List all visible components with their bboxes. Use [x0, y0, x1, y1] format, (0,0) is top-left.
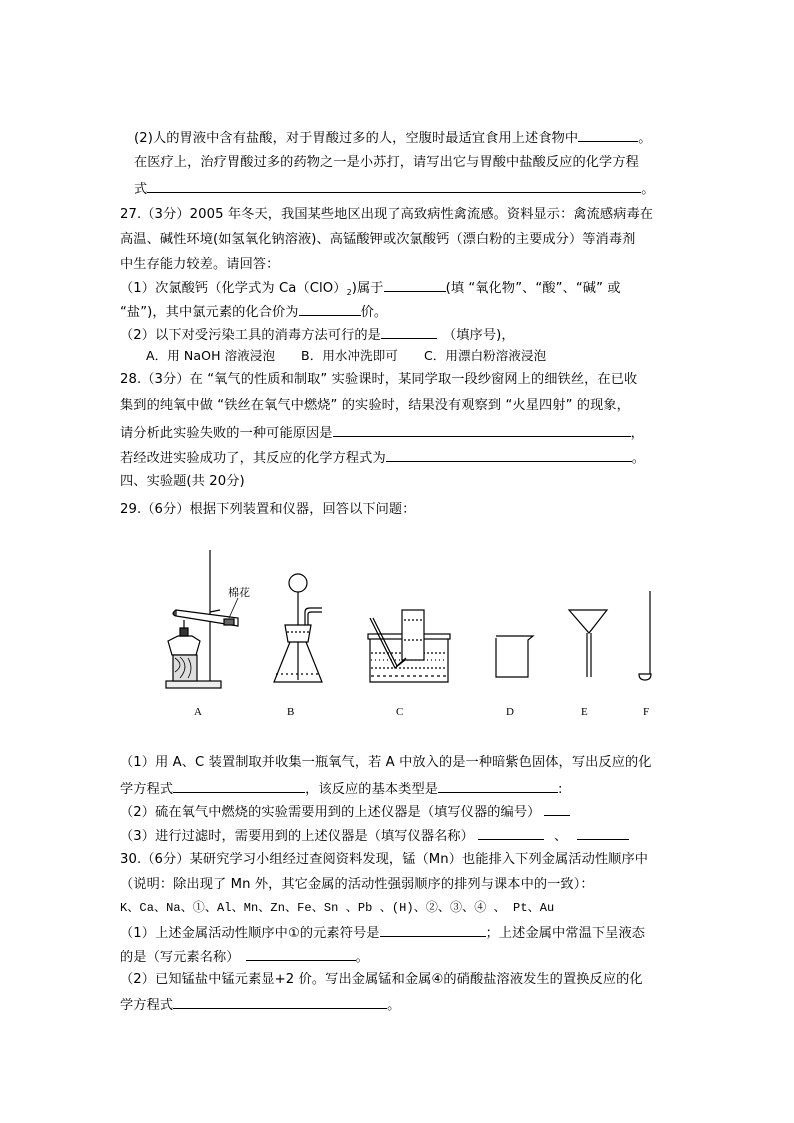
q27-part1-line2 [120, 303, 387, 321]
q29-text: ，该反应的基本类型是 [305, 782, 439, 797]
q29-text: （2）硫在氧气中燃烧的实验需要用到的上述仪器是（填写仪器的编号） [120, 805, 541, 820]
q28-line3 [120, 424, 644, 442]
subscript: 2 [346, 288, 352, 297]
answer-blank-equation[interactable] [147, 180, 641, 193]
q30-text: 的是（写元素名称） [120, 950, 240, 965]
q26-part2-line1 [134, 129, 651, 147]
q27-text: )属于 [351, 281, 384, 296]
option-c: C．用漂白粉溶液浸泡 [423, 348, 547, 363]
q28-text: 请分析此实验失败的一种可能原因是 [120, 426, 333, 441]
q28-line4 [120, 449, 645, 467]
q27-text: （2）以下对受污染工具的消毒方法可行的是 [120, 328, 381, 343]
q27-text: 价。 [360, 305, 388, 320]
label-d: D [506, 706, 514, 718]
punct: 。 [387, 998, 401, 1013]
q27-text: “盐”)，其中氯元素的化合价为 [120, 305, 299, 320]
answer-blank-class[interactable] [384, 279, 446, 292]
answer-blank-symbol[interactable] [380, 924, 486, 937]
q29-text: 学方程式 [120, 782, 174, 797]
apparatus-figure [150, 540, 700, 730]
q29-part3 [120, 827, 629, 845]
q29-part2 [120, 803, 570, 821]
q30-line1: 30.（6分）某研究学习小组经过查阅资料发现，锰（Mn）也能排入下列金属活动性顺序中 [120, 852, 649, 867]
label-b: B [287, 706, 295, 718]
label-c: C [396, 706, 404, 718]
q26-part2-line2: 在医疗上，治疗胃酸过多的药物之一是小苏打，请写出它与胃酸中盐酸反应的化学方程 [134, 155, 639, 170]
separator: 、 [553, 829, 568, 844]
q27-line1: 27.（3分）2005 年冬天，我国某些地区出现了高致病性禽流感。资料显示：禽流感病毒在 [120, 207, 654, 222]
q27-line3: 中生存能力较差。请回答： [120, 257, 280, 272]
answer-blank-liquid-metal[interactable] [246, 948, 356, 961]
answer-blank-instrument-2[interactable] [577, 827, 629, 840]
q30-text: （1）上述金属活动性顺序中①的元素符号是 [120, 926, 380, 941]
q30-part1-line1 [120, 924, 645, 942]
q28-line2: 集到的纯氧中做 “铁丝在氧气中燃烧” 的实验时，结果没有观察到 “火星四射” 的现象， [120, 398, 630, 413]
q29-part1-line2 [120, 780, 563, 798]
q27-line2: 高温、碱性环境(如氢氧化钠溶液)、高锰酸钾或次氯酸钙（漂白粉的主要成分）等消毒剂 [120, 232, 636, 247]
answer-blank-instrument-1[interactable] [478, 827, 544, 840]
q27-options [146, 348, 546, 364]
answer-blank-equation[interactable] [386, 449, 632, 462]
q27-part2 [120, 326, 515, 344]
q29-intro: 29.（6分）根据下列装置和仪器，回答以下问题： [120, 502, 416, 517]
q28-line1: 28.（3分）在 “氧气的性质和制取” 实验课时，某同学取一段纱窗网上的细铁丝，在已收 [120, 372, 638, 387]
answer-blank-reaction-type[interactable] [438, 780, 558, 793]
label-a: A [194, 706, 202, 718]
q27-part1-line1 [120, 279, 621, 301]
q26-text: 式 [134, 182, 148, 197]
option-b: B．用水冲洗即可 [301, 348, 398, 363]
q30-part2-line1: （2）已知锰盐中锰元素显+2 价。写出金属锰和金属④的硝酸盐溶液发生的置换反应的化 [120, 972, 643, 987]
answer-blank-instruments[interactable] [544, 803, 570, 816]
punct: 。 [631, 451, 646, 466]
q26-part2-line3 [134, 180, 655, 198]
punct: : [558, 782, 563, 797]
punct: 。 [641, 182, 655, 197]
q28-text: 若经改进实验成功了，其反应的化学方程式为 [120, 451, 386, 466]
q26-part2-text: (2)人的胃液中含有盐酸，对于胃酸过多的人，空腹时最适宜食用上述食物中 [134, 131, 579, 146]
metal-activity-sequence: K、Ca、Na、①、Al、Mn、Zn、Fe、Sn 、Pb 、(H)、②、③、④ 、 Pt、Au [120, 901, 555, 915]
q30-line2: （说明：除出现了 Mn 外，其它金属的活动性强弱顺序的排列与课本中的一致）： [120, 877, 594, 892]
q29-text: （3）进行过滤时，需要用到的上述仪器是（填写仪器名称） [120, 829, 474, 844]
q30-part2-line2 [120, 996, 400, 1014]
q27-text: (填 “氧化物”、“酸”、“碱” 或 [445, 281, 621, 296]
q30-part1-line2 [120, 948, 369, 966]
option-a: A．用 NaOH 溶液浸泡 [146, 348, 276, 363]
answer-blank-method[interactable] [381, 326, 437, 339]
section-title: 四、实验题(共 20分) [120, 474, 245, 489]
answer-blank-reason[interactable] [333, 424, 631, 437]
punct: 。 [638, 131, 652, 146]
punct: 。 [355, 950, 369, 965]
answer-blank-valence[interactable] [299, 303, 361, 316]
label-f: F [643, 706, 650, 718]
q27-text: （1）次氯酸钙（化学式为 Ca（ClO） [120, 281, 347, 296]
stand-base [166, 681, 221, 688]
answer-blank-food[interactable] [578, 129, 638, 142]
cotton-label: 棉花 [228, 586, 250, 599]
answer-blank-equation[interactable] [173, 780, 305, 793]
label-e: E [581, 706, 588, 718]
answer-blank-equation[interactable] [173, 996, 387, 1009]
q29-part1-line1: （1）用 A、C 装置制取并收集一瓶氧气，若 A 中放入的是一种暗紫色固体，写出反应的化 [120, 755, 652, 770]
q27-text: （填序号)， [442, 328, 515, 343]
q30-text: 学方程式 [120, 998, 174, 1013]
punct: ， [630, 426, 644, 441]
apparatus-drawing [150, 540, 700, 730]
q30-text: ；上述金属中常温下呈液态 [485, 926, 646, 941]
